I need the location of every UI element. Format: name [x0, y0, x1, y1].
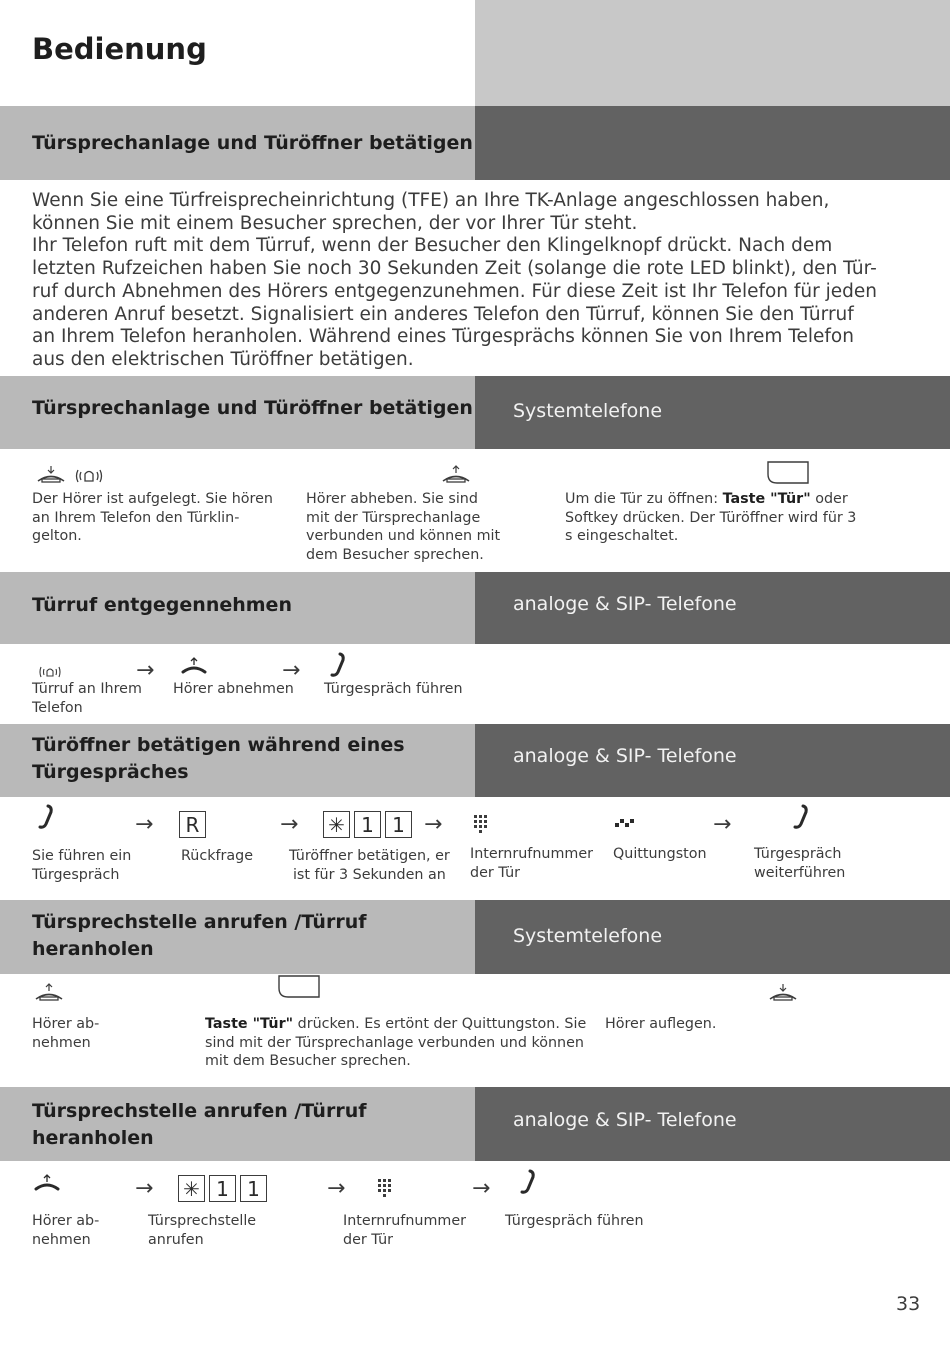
handset-on-hook-icon: [36, 464, 66, 484]
digit-key: 1: [354, 811, 381, 838]
block4-label: Systemtelefone: [513, 925, 663, 947]
key-sequence: [178, 1175, 271, 1202]
block4-title: [32, 909, 367, 963]
caption-line: gelton.: [32, 528, 82, 544]
caption-line: weiterführen: [754, 864, 846, 881]
title-line: Türsprechstelle anrufen /Türruf: [32, 1100, 367, 1122]
caption-line: nehmen: [32, 1034, 91, 1051]
handset-lift-icon: [33, 1173, 61, 1193]
handset-talk-icon: [38, 804, 56, 830]
intro-line: Wenn Sie eine Türfreisprecheinrichtung (TFE) an Ihre TK-Anlage angeschlossen haben,: [32, 190, 830, 211]
title-line: heranholen: [32, 1127, 154, 1149]
arrow-icon: →: [424, 812, 443, 837]
block3-label-band: [475, 724, 950, 797]
softkey-icon: [767, 461, 809, 485]
arrow-icon: →: [713, 812, 732, 837]
caption-line: mit dem Besucher sprechen.: [205, 1053, 411, 1069]
caption-line: Hörer ab-: [32, 1016, 100, 1032]
intro-line: an Ihrem Telefon heranholen. Während eines Türgesprächs können Sie von Ihrem Telefon: [32, 326, 854, 348]
block5-label: analoge & SIP- Telefone: [513, 1109, 737, 1131]
arrow-icon: →: [472, 1176, 491, 1201]
door-key-label: Taste "Tür": [722, 491, 811, 507]
caption-line: Sie führen ein: [32, 848, 132, 864]
block3-step2: Rückfrage: [181, 848, 254, 864]
caption-line: Hörer ab-: [32, 1213, 100, 1229]
door-ring-icon: [74, 468, 104, 484]
block2-label: analoge & SIP- Telefone: [513, 593, 737, 615]
digit-key: 1: [385, 811, 412, 838]
block3-step3: [289, 847, 450, 884]
block2-title-band: [0, 572, 475, 644]
intro-line: Ihr Telefon ruft mit dem Türruf, wenn der Besucher den Klingelknopf drückt. Nach dem: [32, 235, 833, 257]
block4-step2: [205, 1015, 586, 1071]
block1-step2: [306, 490, 500, 564]
star-key: ✳: [323, 811, 350, 838]
r-key: R: [179, 811, 206, 838]
block1-step3: [565, 490, 856, 546]
digit-key: 1: [240, 1175, 267, 1202]
caption-text: oder: [810, 491, 848, 507]
block2-step2: Hörer abnehmen: [173, 681, 294, 697]
page-number: 33: [896, 1293, 921, 1315]
caption-line: Türgespräch: [754, 846, 842, 862]
key-sequence: [323, 811, 416, 838]
block1-step1: [32, 490, 273, 546]
arrow-icon: →: [280, 812, 299, 837]
block5-title: [32, 1098, 367, 1152]
caption-line: Türgespräch: [32, 866, 120, 883]
title-line: Türsprechstelle anrufen /Türruf: [32, 911, 367, 933]
handset-lift-icon: [441, 464, 471, 484]
caption-line: Der Hörer ist aufgelegt. Sie hören: [32, 491, 273, 507]
caption-line: sind mit der Türsprechanlage verbunden und können: [205, 1034, 584, 1051]
intro-line: ruf durch Abnehmen des Hörers entgegenzunehmen. Für diese Zeit ist Ihr Telefon für jeden: [32, 280, 877, 302]
caption-line: Hörer abheben. Sie sind: [306, 491, 478, 507]
softkey-icon: [278, 975, 320, 999]
arrow-icon: →: [327, 1176, 346, 1201]
caption-line: der Tür: [343, 1231, 394, 1248]
handset-talk-icon: [330, 652, 348, 678]
caption-text: drücken. Es ertönt der Quittungston. Sie: [293, 1016, 587, 1032]
caption-line: anrufen: [148, 1231, 204, 1248]
block5-title-band: [0, 1087, 475, 1161]
arrow-icon: →: [136, 658, 155, 683]
block3-title-band: [0, 724, 475, 797]
door-ring-icon: [38, 665, 62, 679]
handset-lift-icon: [34, 982, 64, 1002]
caption-line: Softkey drücken. Der Türöffner wird für 3: [565, 509, 857, 526]
caption-line: [205, 1015, 586, 1034]
intro-text: [32, 190, 877, 372]
block3-step5: Quittungston: [613, 846, 707, 862]
caption-line: Türruf an Ihrem: [32, 681, 142, 697]
caption-line: ist für 3 Sekunden an: [292, 866, 446, 883]
block1-label: Systemtelefone: [513, 400, 663, 422]
ack-tone-icon: [614, 818, 636, 830]
caption-line: an Ihrem Telefon den Türklin-: [32, 509, 240, 526]
title-line: heranholen: [32, 938, 154, 960]
block1-label-band: [475, 376, 950, 449]
handset-lift-icon: [180, 656, 208, 676]
block1-title-band: [0, 376, 475, 449]
keypad-icon: [377, 1178, 393, 1198]
block3-title: [32, 732, 405, 786]
block4-label-band: [475, 900, 950, 974]
section-header-dark: [475, 106, 950, 180]
star-key: ✳: [178, 1175, 205, 1202]
key-r: [179, 811, 210, 838]
block1-title: Türsprechanlage und Türöffner betätigen: [32, 397, 473, 419]
caption-line: Türöffner betätigen, er: [289, 848, 450, 864]
block5-step2: [148, 1212, 256, 1249]
intro-line: anderen Anruf besetzt. Signalisiert ein anderes Telefon den Türruf, können Sie den Türruf: [32, 303, 854, 325]
caption-line: der Tür: [470, 864, 521, 881]
keypad-icon: [473, 814, 489, 834]
handset-talk-icon: [793, 804, 811, 830]
block5-label-band: [475, 1087, 950, 1161]
block5-step1: [32, 1212, 99, 1249]
arrow-icon: →: [135, 1176, 154, 1201]
arrow-icon: →: [282, 658, 301, 683]
block2-step3: Türgespräch führen: [324, 681, 463, 697]
block3-step4: [470, 845, 593, 882]
page-title: Bedienung: [32, 32, 207, 66]
caption-line: s eingeschaltet.: [565, 528, 679, 544]
handset-on-hook-icon: [768, 982, 798, 1002]
block2-label-band: [475, 572, 950, 644]
arrow-icon: →: [135, 812, 154, 837]
block5-step4: Türgespräch führen: [505, 1213, 644, 1229]
block4-step1: [32, 1015, 99, 1052]
block4-title-band: [0, 900, 475, 974]
caption-line: dem Besucher sprechen.: [306, 546, 484, 563]
digit-key: 1: [209, 1175, 236, 1202]
caption-text: Um die Tür zu öffnen:: [565, 491, 723, 507]
block5-step3: [343, 1212, 466, 1249]
caption-line: [565, 490, 856, 509]
section-title: Türsprechanlage und Türöffner betätigen: [32, 132, 473, 154]
caption-line: Internrufnummer: [343, 1213, 466, 1229]
caption-line: Internrufnummer: [470, 846, 593, 862]
caption-line: verbunden und können mit: [306, 528, 501, 544]
caption-line: mit der Türsprechanlage: [306, 509, 481, 526]
door-key-label: Taste "Tür": [205, 1016, 294, 1032]
block2-step1: [32, 680, 142, 717]
block3-step1: [32, 847, 131, 884]
title-line: Türöffner betätigen während eines: [32, 734, 405, 756]
caption-line: Telefon: [32, 699, 83, 716]
title-line: Türgespräches: [32, 761, 189, 783]
handset-talk-icon: [520, 1169, 538, 1195]
block3-step6: [754, 845, 845, 882]
intro-line: aus den elektrischen Türöffner betätigen.: [32, 348, 414, 370]
caption-line: Türsprechstelle: [148, 1213, 257, 1229]
header-right: [475, 0, 950, 106]
intro-line: letzten Rufzeichen haben Sie noch 30 Sekunden Zeit (solange die rote LED blinkt), den Tür-: [32, 258, 877, 280]
block3-label: analoge & SIP- Telefone: [513, 745, 737, 767]
section-header-band: [0, 106, 475, 180]
block4-step3: Hörer auflegen.: [605, 1016, 717, 1032]
block2-title: Türruf entgegennehmen: [32, 594, 292, 616]
intro-line: können Sie mit einem Besucher sprechen, der vor Ihrer Tür steht.: [32, 212, 638, 234]
caption-line: nehmen: [32, 1231, 91, 1248]
